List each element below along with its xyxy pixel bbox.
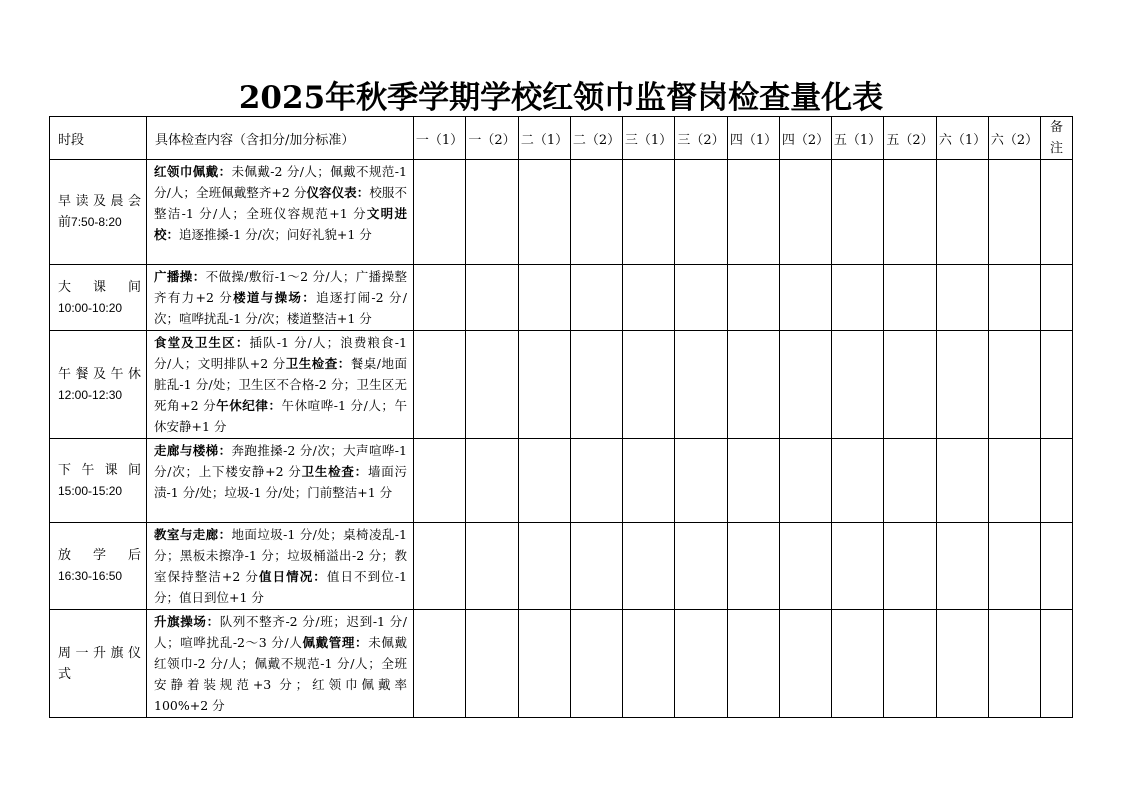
header-content: 具体检查内容（含扣分/加分标准） <box>147 117 414 160</box>
content-text: 地面垃圾-1 分/处；桌椅凌乱-1 分；黑板未擦净-1 分；垃圾桶溢出-2 分；教室保持整洁+2 分 <box>154 527 407 584</box>
note-cell[interactable] <box>1041 439 1073 523</box>
period-name <box>58 191 141 212</box>
page-title: 2025年秋季学期学校红领巾监督岗检查量化表 <box>238 80 884 116</box>
score-cell[interactable] <box>623 265 675 331</box>
period-time: 12:00-12:30 <box>58 387 123 402</box>
table-row <box>50 439 1073 523</box>
content-text: 墙面污渍-1 分/处；垃圾-1 分/处；门前整洁+1 分 <box>154 464 407 500</box>
content-cell <box>147 265 414 331</box>
period-line2 <box>58 481 141 502</box>
score-cell[interactable] <box>675 331 728 439</box>
period-name-char: 会 <box>127 194 141 209</box>
score-cell[interactable] <box>466 331 519 439</box>
score-cell[interactable] <box>519 610 571 718</box>
content-heading: 广播操： <box>154 269 206 284</box>
score-cell[interactable] <box>519 160 571 265</box>
score-cell[interactable] <box>519 523 571 610</box>
table-row <box>50 160 1073 265</box>
inspection-table <box>49 116 1073 718</box>
score-cell[interactable] <box>832 523 884 610</box>
period-name-char: 大 <box>58 279 72 295</box>
score-cell[interactable] <box>937 523 989 610</box>
content-heading: 午休纪律： <box>216 398 282 413</box>
period-name-char: 休 <box>127 366 141 382</box>
score-cell[interactable] <box>414 439 466 523</box>
content-text: 午休喧哗-1 分/人；午休安静+1 分 <box>154 398 407 434</box>
table-row <box>50 265 1073 331</box>
header-note-line: 备 <box>1049 120 1063 135</box>
header-class: 二（1） <box>519 117 571 160</box>
header-class: 五（1） <box>832 117 884 160</box>
content-cell <box>147 331 414 439</box>
score-cell[interactable] <box>466 439 519 523</box>
score-cell[interactable] <box>937 331 989 439</box>
score-cell[interactable] <box>623 523 675 610</box>
score-cell[interactable] <box>780 610 832 718</box>
header-note-line: 注 <box>1049 141 1063 156</box>
score-cell[interactable] <box>519 331 571 439</box>
score-cell[interactable] <box>832 610 884 718</box>
header-class: 二（2） <box>571 117 623 160</box>
score-cell[interactable] <box>937 160 989 265</box>
period-name-char: 及 <box>92 366 106 382</box>
period-name-char: 间 <box>127 462 141 478</box>
score-cell[interactable] <box>623 160 675 265</box>
period-name-char: 一 <box>75 645 89 661</box>
period-line2 <box>58 298 141 319</box>
header-class: 三（2） <box>675 117 728 160</box>
content-heading: 红领巾佩戴： <box>154 164 232 179</box>
score-cell[interactable] <box>571 439 623 523</box>
period-name-char: 下 <box>58 462 72 478</box>
header-class: 六（1） <box>937 117 989 160</box>
score-cell[interactable] <box>728 523 780 610</box>
period-cell <box>50 439 147 523</box>
header-class: 六（2） <box>989 117 1041 160</box>
score-cell[interactable] <box>623 610 675 718</box>
content-text: 奔跑推搡-2 分/次；大声喧哗-1 分/次；上下楼安静+2 分 <box>154 443 407 479</box>
score-cell[interactable] <box>675 523 728 610</box>
score-cell[interactable] <box>414 610 466 718</box>
score-cell[interactable] <box>466 523 519 610</box>
period-cell <box>50 160 147 265</box>
score-cell[interactable] <box>728 439 780 523</box>
score-cell[interactable] <box>675 439 728 523</box>
score-cell[interactable] <box>571 331 623 439</box>
score-cell[interactable] <box>780 523 832 610</box>
score-cell[interactable] <box>780 331 832 439</box>
score-cell[interactable] <box>780 439 832 523</box>
score-cell[interactable] <box>937 610 989 718</box>
score-cell[interactable] <box>728 331 780 439</box>
period-name-char: 仪 <box>127 645 141 661</box>
period-time: 10:00-10:20 <box>58 300 123 315</box>
period-name-char: 午 <box>81 462 95 478</box>
period-name-char: 升 <box>92 645 106 661</box>
score-cell[interactable] <box>832 331 884 439</box>
period-name-tail: 前 <box>58 215 72 230</box>
period-line2 <box>58 664 141 685</box>
score-cell[interactable] <box>466 265 519 331</box>
content-text: 插队-1 分/人；浪费粮食-1 分/人；文明排队+2 分 <box>154 335 407 371</box>
period-name-char: 餐 <box>75 366 89 382</box>
score-cell[interactable] <box>989 439 1041 523</box>
score-cell[interactable] <box>832 160 884 265</box>
period-name-char: 读 <box>75 194 89 209</box>
score-cell[interactable] <box>989 523 1041 610</box>
content-heading: 食堂及卫生区： <box>154 335 250 350</box>
period-name-char: 午 <box>110 366 124 382</box>
content-heading: 升旗操场： <box>154 614 220 629</box>
period-time: 16:30-16:50 <box>58 569 123 583</box>
period-cell <box>50 523 147 610</box>
period-line2 <box>58 566 141 587</box>
score-cell[interactable] <box>571 265 623 331</box>
period-name-char: 学 <box>92 548 106 563</box>
score-cell[interactable] <box>728 160 780 265</box>
score-cell[interactable] <box>780 160 832 265</box>
content-text: 餐桌/地面脏乱-1 分/处；卫生区不合格-2 分；卫生区无死角+2 分 <box>154 356 407 413</box>
score-cell[interactable] <box>623 331 675 439</box>
period-name-char: 周 <box>58 645 72 661</box>
score-cell[interactable] <box>571 160 623 265</box>
content-heading: 仪容仪表： <box>306 185 370 200</box>
score-cell[interactable] <box>884 265 937 331</box>
header-class: 一（2） <box>466 117 519 160</box>
period-time: 7:50-8:20 <box>71 215 122 229</box>
content-heading: 卫生检查： <box>285 356 351 371</box>
score-cell[interactable] <box>571 523 623 610</box>
header-class: 三（1） <box>623 117 675 160</box>
period-cell <box>50 610 147 718</box>
score-cell[interactable] <box>989 331 1041 439</box>
header-class: 一（1） <box>414 117 466 160</box>
score-cell[interactable] <box>780 265 832 331</box>
content-heading: 教室与走廊： <box>154 527 232 542</box>
note-cell[interactable] <box>1041 523 1073 610</box>
score-cell[interactable] <box>728 610 780 718</box>
score-cell[interactable] <box>884 331 937 439</box>
header-row <box>50 117 1073 160</box>
content-heading: 楼道与操场： <box>233 290 317 305</box>
score-cell[interactable] <box>937 265 989 331</box>
period-name-tail: 式 <box>58 666 72 682</box>
header-period: 时段 <box>50 117 147 160</box>
score-cell[interactable] <box>519 265 571 331</box>
header-class: 四（1） <box>728 117 780 160</box>
content-text: 值日不到位-1 分；值日到位+1 分 <box>154 569 407 605</box>
score-cell[interactable] <box>989 610 1041 718</box>
period-name <box>58 460 141 481</box>
period-name-char: 放 <box>58 548 72 563</box>
header-class: 四（2） <box>780 117 832 160</box>
score-cell[interactable] <box>832 265 884 331</box>
table-row <box>50 331 1073 439</box>
score-cell[interactable] <box>884 439 937 523</box>
note-cell[interactable] <box>1041 331 1073 439</box>
score-cell[interactable] <box>884 523 937 610</box>
period-name-char: 后 <box>127 548 141 563</box>
header-class: 五（2） <box>884 117 937 160</box>
content-text: 不做操/敷衍-1～2 分/人；广播操整齐有力+2 分 <box>154 269 407 305</box>
score-cell[interactable] <box>675 160 728 265</box>
header-note <box>1041 117 1073 160</box>
score-cell[interactable] <box>414 265 466 331</box>
score-cell[interactable] <box>414 331 466 439</box>
content-cell <box>147 160 414 265</box>
content-heading: 文明进校： <box>154 206 407 242</box>
period-name <box>58 545 141 566</box>
period-name-char: 课 <box>92 279 106 295</box>
period-name-char: 课 <box>104 462 118 478</box>
score-cell[interactable] <box>884 610 937 718</box>
content-text: 未佩戴-2 分/人；佩戴不规范-1 分/人；全班佩戴整齐+2 分 <box>154 164 407 200</box>
score-cell[interactable] <box>414 160 466 265</box>
note-cell[interactable] <box>1041 160 1073 265</box>
score-cell[interactable] <box>414 523 466 610</box>
content-text: 未佩戴红领巾-2 分/人；佩戴不规范-1 分/人；全班安静着装规范+3 分；红领巾佩戴率 100%+2 分 <box>154 635 407 713</box>
content-heading: 卫生检查： <box>301 464 368 479</box>
score-cell[interactable] <box>989 265 1041 331</box>
period-name-char: 间 <box>127 279 141 295</box>
period-line2 <box>58 385 141 406</box>
period-name <box>58 277 141 298</box>
note-cell[interactable] <box>1041 610 1073 718</box>
content-text: 校服不整洁-1 分/人；全班仪容规范+1 分 <box>154 185 407 221</box>
score-cell[interactable] <box>832 439 884 523</box>
period-name-char: 旗 <box>110 645 124 661</box>
score-cell[interactable] <box>466 160 519 265</box>
period-name <box>58 364 141 385</box>
period-name <box>58 643 141 664</box>
period-name-char: 晨 <box>110 194 124 209</box>
table-row <box>50 523 1073 610</box>
score-cell[interactable] <box>989 160 1041 265</box>
score-cell[interactable] <box>519 439 571 523</box>
period-name-char: 及 <box>92 194 106 209</box>
content-cell <box>147 610 414 718</box>
period-cell <box>50 331 147 439</box>
score-cell[interactable] <box>571 610 623 718</box>
content-heading: 佩戴管理： <box>302 635 369 650</box>
period-line2 <box>58 212 141 233</box>
score-cell[interactable] <box>728 265 780 331</box>
content-text: 追逐推搡-1 分/次；问好礼貌+1 分 <box>179 227 372 242</box>
score-cell[interactable] <box>466 610 519 718</box>
content-heading: 值日情况： <box>258 569 327 584</box>
content-cell <box>147 523 414 610</box>
period-time: 15:00-15:20 <box>58 483 123 498</box>
table-row <box>50 610 1073 718</box>
score-cell[interactable] <box>937 439 989 523</box>
score-cell[interactable] <box>675 610 728 718</box>
score-cell[interactable] <box>884 160 937 265</box>
content-text: 队列不整齐-2 分/班；迟到-1 分/人；喧哗扰乱-2～3 分/人 <box>154 614 407 650</box>
period-name-char: 午 <box>58 366 72 382</box>
content-text: 追逐打闹-2 分/次；喧哗扰乱-1 分/次；楼道整洁+1 分 <box>154 290 407 326</box>
content-heading: 走廊与楼梯： <box>154 443 232 458</box>
score-cell[interactable] <box>623 439 675 523</box>
note-cell[interactable] <box>1041 265 1073 331</box>
score-cell[interactable] <box>675 265 728 331</box>
period-cell <box>50 265 147 331</box>
content-cell <box>147 439 414 523</box>
period-name-char: 早 <box>58 194 72 209</box>
